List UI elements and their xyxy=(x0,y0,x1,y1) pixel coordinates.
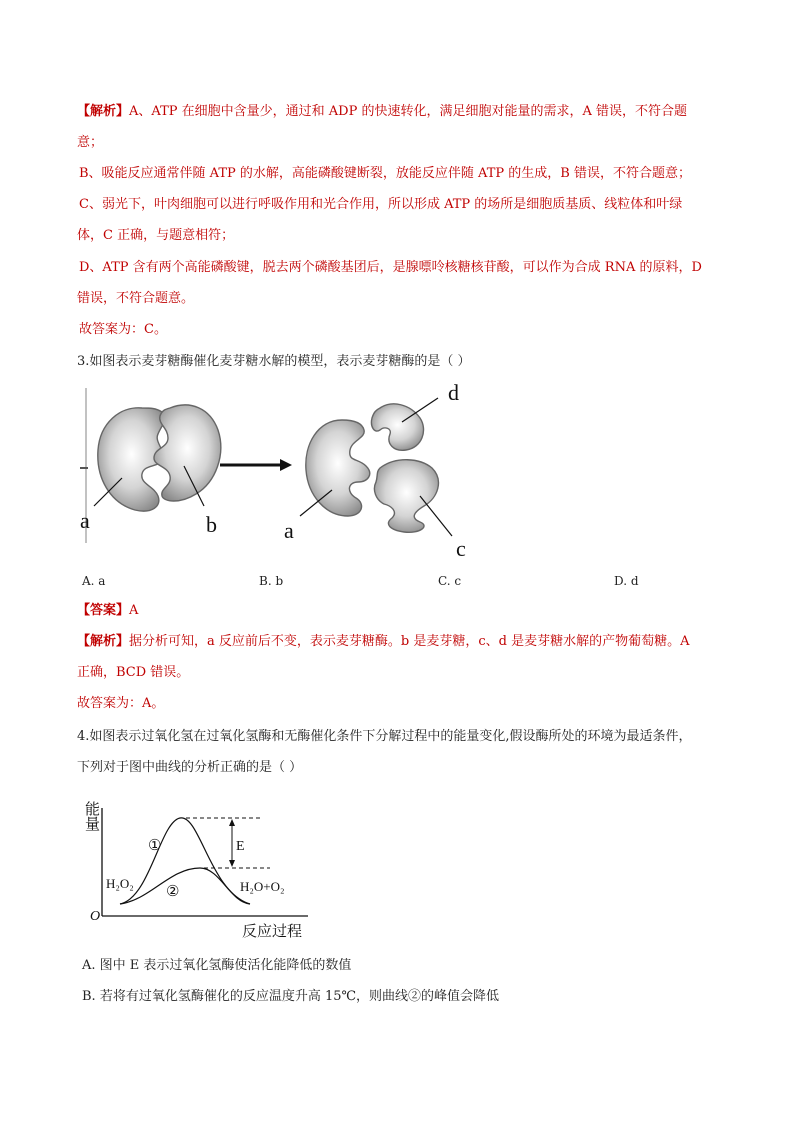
enzyme-a-right-shape xyxy=(306,420,370,516)
q3-analysis-line-1 xyxy=(77,632,747,652)
label-c: c xyxy=(456,536,466,561)
q2-analysis-text-1: A、ATP 在细胞中含量少，通过和 ADP 的快速转化，满足细胞对能量的需求，A 错误，不符合题 xyxy=(129,104,687,119)
q3-option-a: A. a xyxy=(82,574,106,588)
q4-option-b: B. 若将有过氧化氢酶催化的反应温度升高 15℃，则曲线②的峰值会降低 xyxy=(82,989,500,1004)
q2-analysis-line-7: 错误，不符合题意。 xyxy=(77,291,195,306)
q2-analysis-line-4: C、弱光下，叶肉细胞可以进行呼吸作用和光合作用，所以形成 ATP 的场所是细胞质基质、线粒体和叶绿 xyxy=(79,197,683,212)
q2-analysis-line-6: D、ATP 含有两个高能磷酸键，脱去两个磷酸基团后，是腺嘌呤核糖核苷酸，可以作为合成 RNA 的原料，D xyxy=(79,260,702,275)
q3-enzyme-figure xyxy=(80,378,480,568)
origin-label: O xyxy=(90,909,101,924)
answer-value: A xyxy=(129,603,139,618)
q3-option-b: B. b xyxy=(259,574,284,588)
q2-analysis-line-2: 意； xyxy=(77,135,104,150)
q4-stem-line-2: 下列对于图中曲线的分析正确的是（ ） xyxy=(77,760,303,775)
product-c-shape xyxy=(374,460,438,533)
product-d-shape xyxy=(371,404,423,450)
curve-2-enzyme xyxy=(120,868,250,904)
e-arrow-bottom xyxy=(229,860,235,867)
product-label: H₂O+O₂ xyxy=(240,879,285,894)
curve-1-label: ① xyxy=(148,838,162,854)
q4-option-a: A. 图中 E 表示过氧化氢酶使活化能降低的数值 xyxy=(82,958,352,973)
q3-answer xyxy=(77,601,747,621)
e-arrow-top xyxy=(229,819,235,826)
q2-conclusion: 故答案为：C。 xyxy=(79,322,167,337)
q4-stem-line-1: 4.如图表示过氧化氢在过氧化氢酶和无酶催化条件下分解过程中的能量变化,假设酶所处的环境为最适条件， xyxy=(77,729,692,744)
label-a-left: a xyxy=(80,508,90,533)
y-axis-label: 能量 xyxy=(83,801,101,831)
reaction-arrow-head xyxy=(280,459,292,471)
reactant-label: H₂O₂ xyxy=(106,876,134,891)
q3-conclusion: 故答案为：A。 xyxy=(77,696,165,711)
q2-analysis-line-3: B、吸能反应通常伴随 ATP 的水解，高能磷酸键断裂，放能反应伴随 ATP 的生成，B 错误，不符合题意； xyxy=(79,166,691,181)
x-axis-label: 反应过程 xyxy=(242,922,303,940)
substrate-b-shape xyxy=(154,405,221,501)
q3-option-c: C. c xyxy=(438,574,462,588)
q4-energy-figure xyxy=(80,792,320,942)
q2-analysis-line-5: 体，C 正确，与题意相符； xyxy=(77,228,235,243)
q3-option-d: D. d xyxy=(614,574,639,588)
answer-tag: 【答案】 xyxy=(77,603,130,618)
q3-analysis-text-1: 据分析可知，a 反应前后不变，表示麦芽糖酶。b 是麦芽糖，c、d 是麦芽糖水解的产物葡萄糖。A xyxy=(129,634,690,649)
q3-stem: 3.如图表示麦芽糖酶催化麦芽糖水解的模型，表示麦芽糖酶的是（ ） xyxy=(77,354,471,369)
q2-analysis-line-1 xyxy=(77,102,747,122)
e-label: E xyxy=(236,839,245,854)
label-d: d xyxy=(448,380,459,405)
q3-analysis-line-2: 正确，BCD 错误。 xyxy=(77,665,190,680)
label-a-right: a xyxy=(284,518,294,543)
analysis-tag: 【解析】 xyxy=(77,104,130,119)
curve-2-label: ② xyxy=(166,884,180,900)
label-b: b xyxy=(206,512,217,537)
analysis-tag-2: 【解析】 xyxy=(77,634,130,649)
label-line-c xyxy=(420,496,452,536)
